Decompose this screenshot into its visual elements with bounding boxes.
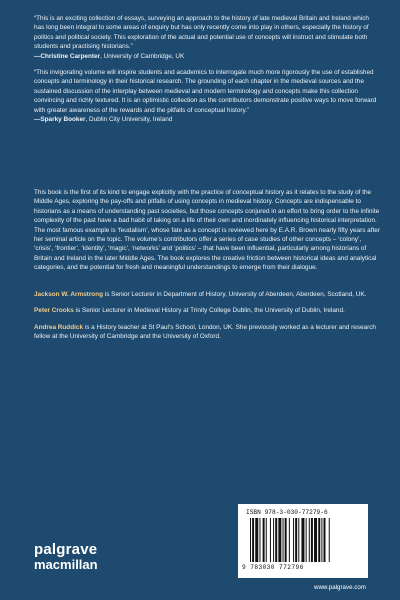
author-bio-text: is a History teacher at St Paul’s School, London, UK. She previously worked as a lecturer and research fellow at the University of Cambridge and the University of Oxford. (34, 323, 376, 341)
author-bio (34, 323, 380, 342)
author-bio-text: is Senior Lecturer in Department of History, University of Aberdeen, Aberdeen, Scotland, UK. (103, 291, 367, 298)
quote-text: “This invigorating volume will inspire students and academics to interrogate much more rigorously the use of established concepts and terminology in their historical research. The grounding of each chapter in the medieval sources and the sustained discussion of the interplay between medieval and modern terminology and concepts make this collection convincing and richly textured. It is an optimistic collection as the contributors demonstrate positive ways to move forward with greater awareness of the rewards and the pitfalls of conceptual history.” (34, 69, 377, 114)
isbn-label: ISBN 978-3-030-77279-6 (246, 509, 328, 516)
author-name: Jackson W. Armstrong (34, 291, 104, 298)
quote-text: “This is an exciting collection of essays, surveying an approach to the history of late medieval Britain and Ireland which has long been integral to some areas of enquiry but has only recently come into play in others, especially the history of politics and political society. This exploration of the actual and potential use of concepts will instruct and stimulate both students and practising historians.” (34, 15, 369, 51)
publisher-logo-line1: palgrave (34, 541, 98, 558)
quote-affiliation: , University of Cambridge, UK (100, 52, 185, 60)
author-name: Andrea Ruddick (34, 323, 84, 331)
endorsement-quote (34, 14, 378, 61)
book-description: This book is the first of its kind to engage explicitly with the practice of conceptual history as it relates to the study of the Middle Ages, exploring the pay-offs and pitfalls of using concepts in medieval history. Concepts are indispensable to historians as a means of understanding past societies, but those concepts conjured in an effort to bring order to the infinite complexity of the past have a bad habit of taking on a life of their own and inordinately influencing historical interpretation. The most famous example is ‘feudalism’, whose fate as a concept is reviewed here by E.A.R. Brown nearly fifty years after her seminal article on the topic. The volume’s contributors offer a series of case studies of other concepts – ‘colony’, ‘crisis’, ‘frontier’, ‘identity’, ‘magic’, ‘networks’ and ‘politics’ – that have been influential, particularly among historians of Britain and Ireland in the later Middle Ages. The book explores the creative friction between historical ideas and analytical categories, and the potential for fresh and meaningful understandings to emerge from their dialogue. (34, 189, 380, 272)
quote-attribution (34, 115, 378, 124)
author-name: Peter Crooks (34, 307, 74, 315)
quote-author: —Sparky Booker (34, 116, 86, 124)
endorsements (34, 14, 378, 131)
isbn-barcode (238, 504, 368, 578)
publisher-url: www.palgrave.com (314, 584, 366, 591)
endorsement-quote (34, 68, 378, 124)
publisher-logo-line2: macmillan (34, 557, 98, 572)
quote-attribution (34, 52, 378, 61)
author-bio (34, 290, 380, 299)
quote-affiliation: , Dublin City University, Ireland (85, 116, 173, 124)
author-bio (34, 306, 380, 315)
quote-author: —Christine Carpenter (34, 52, 101, 60)
author-bios (34, 290, 380, 349)
author-bio-text: is Senior Lecturer in Medieval History at Trinity College Dublin, the University of Dublin, Ireland. (73, 307, 345, 315)
barcode-bars (250, 518, 358, 562)
publisher-logo (34, 542, 98, 571)
barcode-number: 9 783030 772796 (242, 564, 304, 571)
